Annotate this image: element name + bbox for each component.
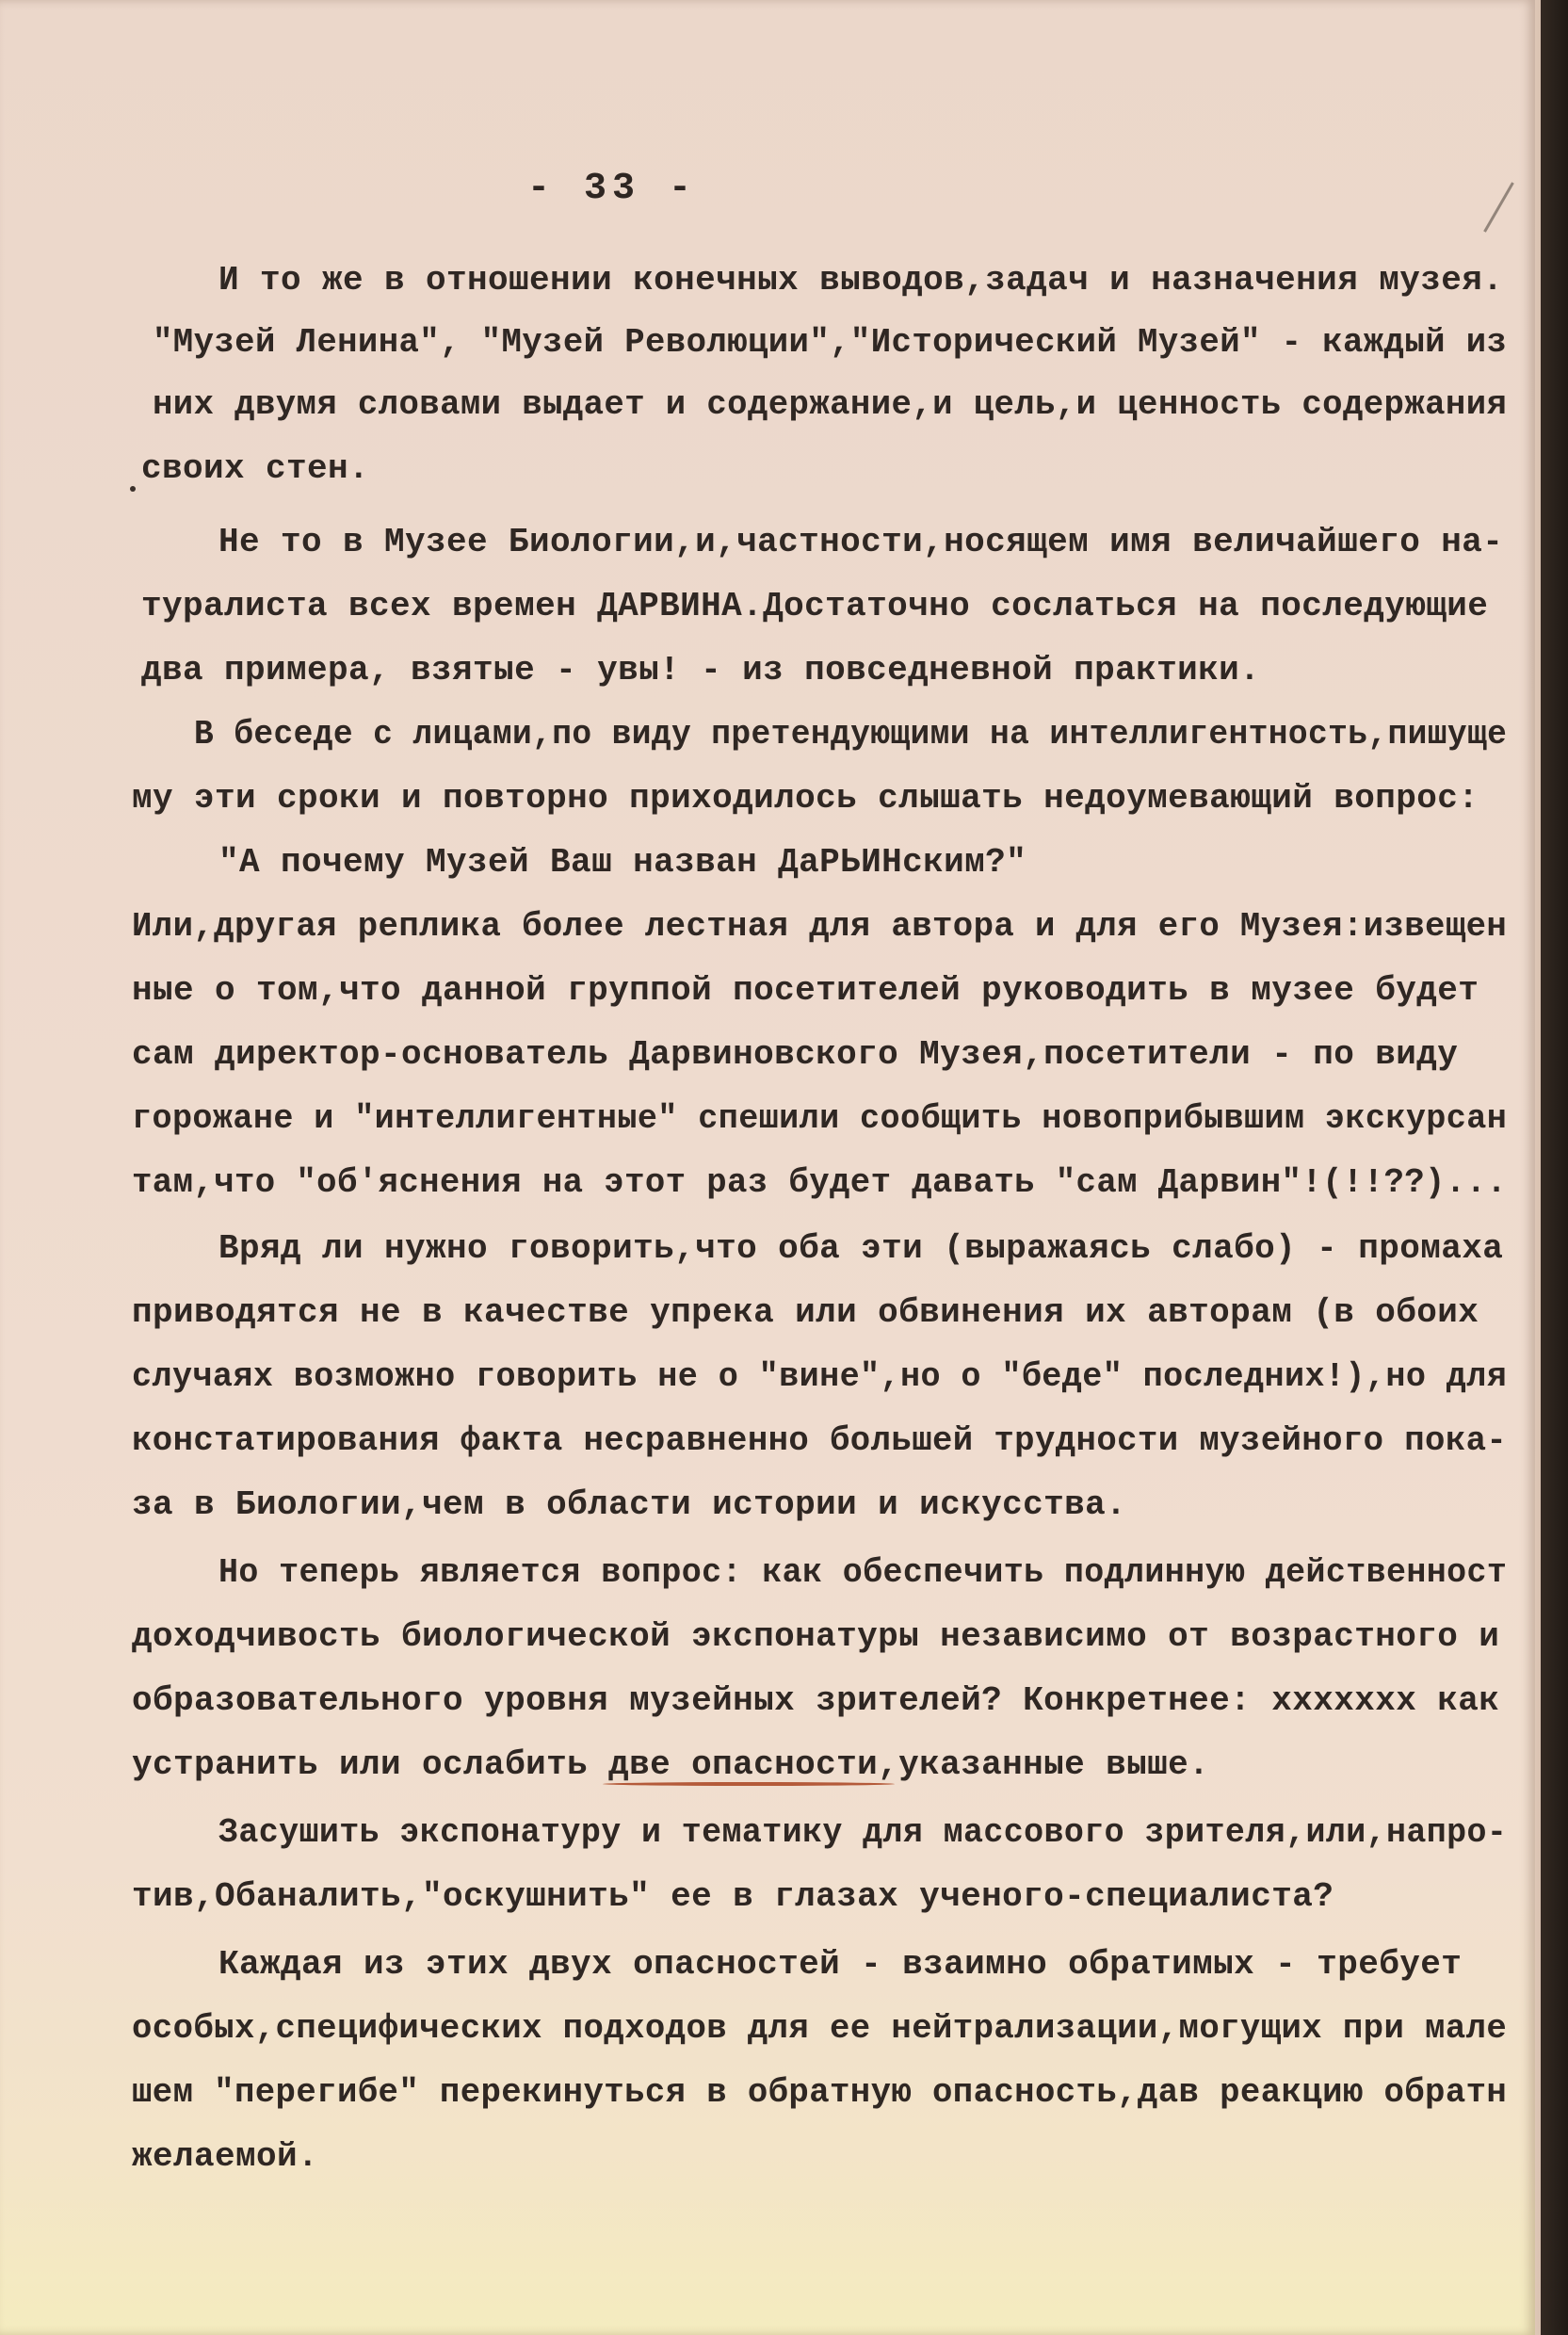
text-line: там,что "об'яснения на этот раз будет давать "сам Дарвин"!(!!??)... — [132, 1163, 1508, 1202]
text-line: Или,другая реплика более лестная для автора и для его Музея:извещен — [132, 907, 1508, 946]
text-line: них двумя словами выдает и содержание,и цель,и ценность содержания — [153, 385, 1508, 424]
text-line: Но теперь является вопрос: как обеспечить подлинную действенност — [218, 1553, 1508, 1592]
text-line: констатирования факта несравненно большей трудности музейного пока- — [132, 1421, 1508, 1460]
text-line: особых,специфических подходов для ее нейтрализации,могущих при мале — [132, 2009, 1508, 2048]
text-line: ные о том,что данной группой посетителей руководить в музее будет — [132, 971, 1479, 1010]
text-line: "А почему Музей Ваш назван ДаРЬИНским?" — [218, 843, 1027, 882]
text-line: В беседе с лицами,по виду претендующими на интеллигентность,пишуще — [194, 715, 1508, 754]
text-line: устранить или ослабить две опасности,указанные выше. — [132, 1745, 1210, 1784]
text-line: два примера, взятые - увы! - из повседневной практики. — [141, 651, 1261, 689]
text-line: Не то в Музее Биологии,и,частности,носящем имя величайшего на- — [218, 523, 1504, 561]
text-line: сам директор-основатель Дарвиновского Музея,посетители - по виду — [132, 1035, 1459, 1074]
text-line: шем "перегибе" перекинуться в обратную опасность,дав реакцию обратн — [132, 2073, 1508, 2112]
text-line: горожане и "интеллигентные" спешили сообщить новоприбывшим экскурсан — [132, 1099, 1508, 1138]
text-line: за в Биологии,чем в области истории и искусства. — [132, 1485, 1127, 1524]
text-line: случаях возможно говорить не о "вине",но о "беде" последних!),но для — [132, 1357, 1508, 1396]
text-line: Засушить экспонатуру и тематику для массового зрителя,или,напро- — [218, 1813, 1508, 1852]
text-line: доходчивость биологической экспонатуры независимо от возрастного и — [132, 1617, 1500, 1656]
text-line: туралиста всех времен ДАРВИНА.Достаточно сослаться на последующие — [141, 587, 1489, 625]
text-line: образовательного уровня музейных зрителей? Конкретнее: xxxxxxx как — [132, 1681, 1500, 1720]
text-line: Вряд ли нужно говорить,что оба эти (выражаясь слабо) - промаха — [218, 1229, 1504, 1268]
text-line: Каждая из этих двух опасностей - взаимно обратимых - требует — [218, 1945, 1463, 1984]
page-number: - 33 - — [526, 168, 698, 210]
text-line: му эти сроки и повторно приходилось слышать недоумевающий вопрос: — [132, 779, 1479, 818]
text-line: своих стен. — [141, 449, 370, 488]
text-line: желаемой. — [132, 2137, 319, 2176]
text-line: приводятся не в качестве упрека или обвинения их авторам (в обоих — [132, 1293, 1479, 1332]
handwritten-underline — [603, 1782, 895, 1786]
text-line: "Музей Ленина", "Музей Революции","Исторический Музей" - каждый из — [153, 323, 1508, 362]
text-line: тив,Обаналить,"оскушнить" ее в глазах ученого-специалиста? — [132, 1877, 1334, 1916]
text-line: И то же в отношении конечных выводов,задач и назначения музея. — [218, 261, 1504, 300]
